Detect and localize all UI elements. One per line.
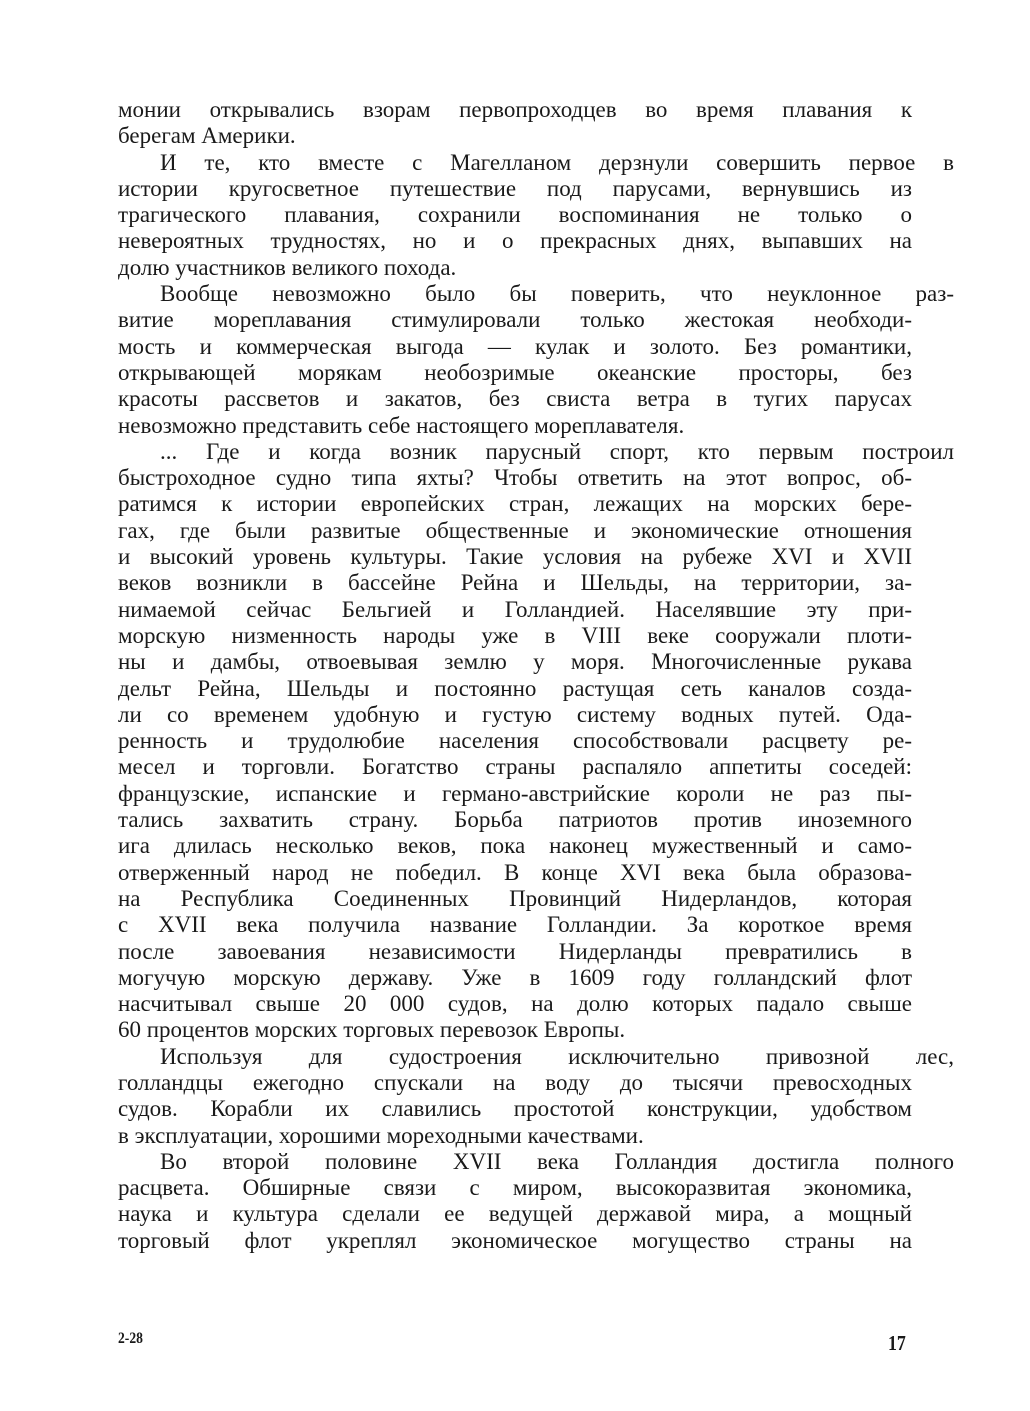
text-line: насчитывал свыше 20 000 судов, на долю которых падало свыше: [118, 991, 912, 1017]
text-line: Вообще невозможно было бы поверить, что неуклонное раз-: [160, 281, 954, 307]
text-line: французские, испанские и германо-австрийские короли не раз пы-: [118, 780, 912, 806]
text-line: ... Где и когда возник парусный спорт, кто первым построил: [160, 438, 954, 464]
page-body: [118, 97, 954, 1254]
text-line: торговый флот укреплял экономическое могущество страны на: [118, 1227, 912, 1253]
text-line: тались захватить страну. Борьба патриотов против иноземного: [118, 807, 912, 833]
text-line: нимаемой сейчас Бельгией и Голландией. Населявшие эту при-: [118, 596, 912, 622]
text-line: на Республика Соединенных Провинций Нидерландов, которая: [118, 885, 912, 911]
text-line: открывающей морякам необозримые океанские просторы, без: [118, 359, 912, 385]
text-line: ратимся к истории европейских стран, лежащих на морских бере-: [118, 491, 912, 517]
text-line: ига длилась несколько веков, пока наконец мужественный и само-: [118, 833, 912, 859]
text-line: истории кругосветное путешествие под парусами, вернувшись из: [118, 175, 912, 201]
text-line: быстроходное судно типа яхты? Чтобы ответить на этот вопрос, об-: [118, 465, 912, 491]
text-line: 60 процентов морских торговых перевозок Европы.: [118, 1017, 626, 1043]
text-line: отверженный народ не победил. В конце XVI века была образова-: [118, 859, 912, 885]
text-line: веков возникли в бассейне Рейна и Шельды, на территории, за-: [118, 570, 912, 596]
text-line: монии открывались взорам первопроходцев во время плавания к: [118, 97, 912, 122]
text-line: ны и дамбы, отвоевывая землю у моря. Многочисленные рукава: [118, 649, 912, 675]
text-line: красоты рассветов и закатов, без свиста ветра в тугих парусах: [118, 386, 912, 412]
text-line: И те, кто вместе с Магелланом дерзнули совершить первое в: [160, 149, 954, 175]
text-line: берегам Америки.: [118, 123, 296, 149]
text-line: Используя для судостроения исключительно привозной лес,: [160, 1043, 954, 1069]
text-line: Во второй половине XVII века Голландия достигла полного: [160, 1148, 954, 1174]
text-line: морскую низменность народы уже в VIII веке сооружали плоти-: [118, 622, 912, 648]
text-line: дельт Рейна, Шельды и постоянно растущая сеть каналов созда-: [118, 675, 912, 701]
text-line: расцвета. Обширные связи с миром, высокоразвитая экономика,: [118, 1175, 912, 1201]
text-line: витие мореплавания стимулировали только жестокая необходи-: [118, 307, 912, 333]
text-line: трагического плавания, сохранили воспоминания не только о: [118, 202, 912, 228]
text-line: месел и торговли. Богатство страны распаляло аппетиты соседей:: [118, 754, 912, 780]
text-line: после завоевания независимости Нидерланды превратились в: [118, 938, 912, 964]
text-line: в эксплуатации, хорошими мореходными качествами.: [118, 1122, 644, 1148]
text-line: невозможно представить себе настоящего мореплавателя.: [118, 412, 685, 438]
text-line: и высокий уровень культуры. Такие условия на рубеже XVI и XVII: [118, 544, 912, 570]
text-line: гах, где были развитые общественные и экономические отношения: [118, 517, 912, 543]
text-line: голландцы ежегодно спускали на воду до тысячи превосходных: [118, 1069, 912, 1095]
text-line: мость и коммерческая выгода — кулак и золото. Без романтики,: [118, 333, 912, 359]
text-line: долю участников великого похода.: [118, 254, 457, 280]
text-line: невероятных трудностях, но и о прекрасных днях, выпавших на: [118, 228, 912, 254]
text-line: наука и культура сделали ее ведущей державой мира, а мощный: [118, 1201, 912, 1227]
page-number: 17: [888, 1331, 906, 1355]
printer-signature-mark: 2-28: [118, 1330, 143, 1347]
text-line: ренность и трудолюбие населения способствовали расцвету ре-: [118, 728, 912, 754]
text-line: могучую морскую державу. Уже в 1609 году голландский флот: [118, 964, 912, 990]
text-line: судов. Корабли их славились простотой конструкции, удобством: [118, 1096, 912, 1122]
text-line: ли со временем удобную и густую систему водных путей. Ода-: [118, 701, 912, 727]
text-line: с XVII века получила название Голландии. За короткое время: [118, 912, 912, 938]
